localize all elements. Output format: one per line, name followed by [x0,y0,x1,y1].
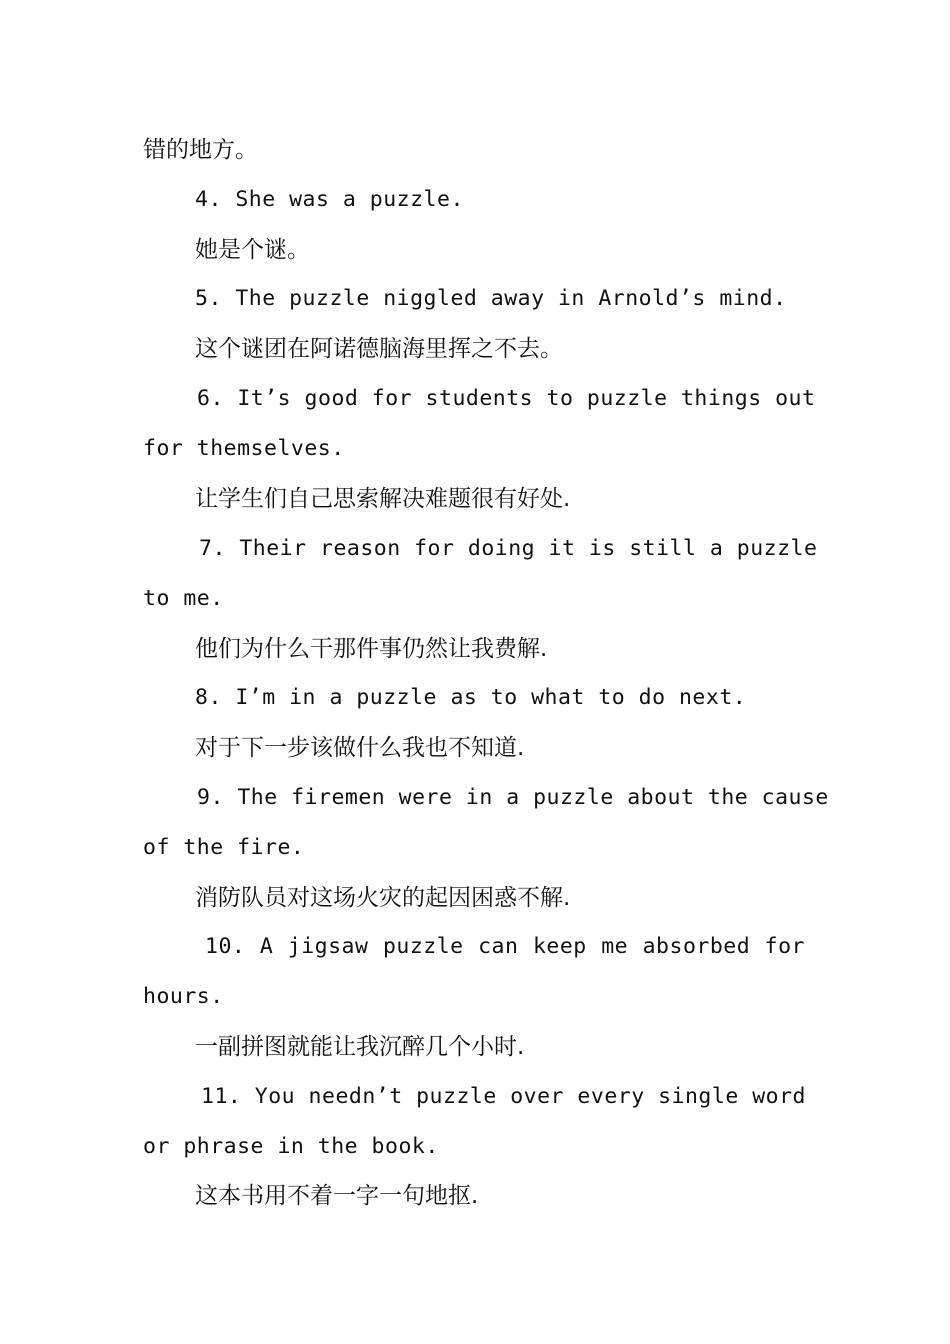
example-sentence-en: 10. A jigsaw puzzle can keep me absorbed for [205,934,805,959]
example-sentence-en: 4. She was a puzzle. [195,187,464,212]
example-sentence-en: 11. You needn’t puzzle over every single word [201,1084,806,1109]
example-sentence-en-continued: or phrase in the book. [143,1134,439,1159]
example-sentence-zh: 她是个谜。 [195,237,310,263]
example-sentence-en: 7. Their reason for doing it is still a puzzle [199,536,818,561]
example-sentence-zh: 对于下一步该做什么我也不知道. [195,735,525,761]
example-sentence-en: 6. It’s good for students to puzzle things out [197,386,816,411]
example-sentence-zh: 消防队员对这场火灾的起因困惑不解. [195,885,571,911]
example-sentence-en-continued: for themselves. [143,436,345,461]
example-sentence-zh: 他们为什么干那件事仍然让我费解. [195,636,548,662]
example-sentence-en-continued: to me. [143,586,224,611]
example-sentence-en: 5. The puzzle niggled away in Arnold’s mind. [195,286,787,311]
example-sentence-zh: 这个谜团在阿诺德脑海里挥之不去。 [195,336,563,362]
text-line: 错的地方。 [143,137,258,163]
example-sentence-zh: 让学生们自己思索解决难题很有好处. [195,486,571,512]
example-sentence-en: 8. I’m in a puzzle as to what to do next. [195,685,747,710]
example-sentence-en-continued: of the fire. [143,835,305,860]
example-sentence-zh: 一副拼图就能让我沉醉几个小时. [195,1034,525,1060]
example-sentence-en: 9. The firemen were in a puzzle about the cause [197,785,829,810]
example-sentence-en-continued: hours. [143,984,224,1009]
example-sentence-zh: 这本书用不着一字一句地抠. [195,1183,479,1209]
